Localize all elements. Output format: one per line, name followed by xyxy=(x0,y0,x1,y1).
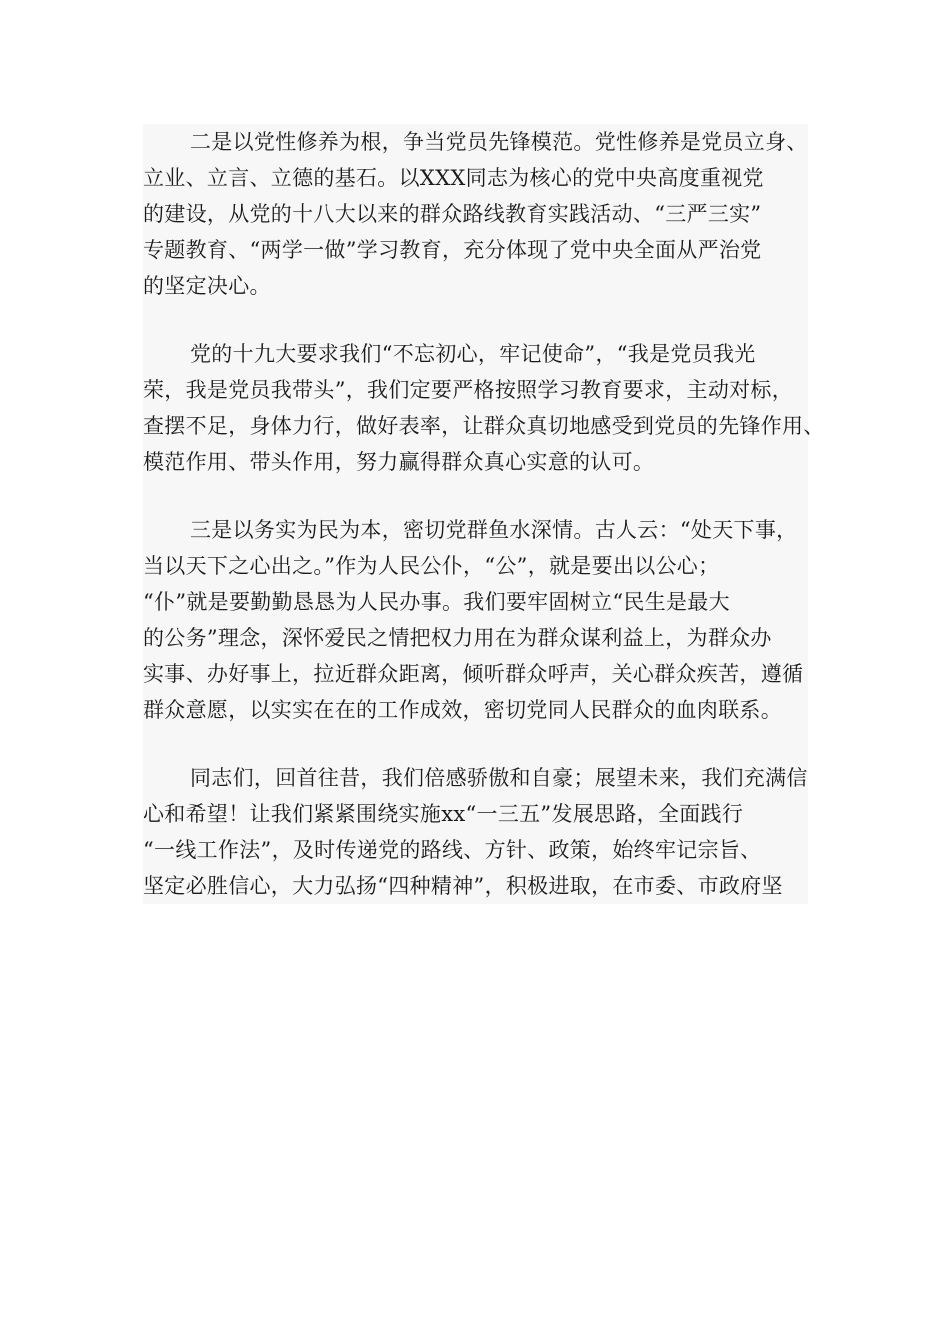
document-body xyxy=(143,124,825,904)
paragraph-gap xyxy=(143,728,808,760)
paragraph-gap xyxy=(143,480,808,512)
text-line: 三是以务实为民为本，密切党群鱼水深情。古人云：“处天下事， xyxy=(190,518,798,542)
text-line: 当以天下之心出之。”作为人民公仆，“公”，就是要出以公心； xyxy=(143,554,720,578)
text-line: 的坚定决心。 xyxy=(143,274,271,298)
text-line: 同志们，回首往昔，我们倍感骄傲和自豪；展望未来，我们充满信 xyxy=(190,766,808,790)
text-line: “仆”就是要勤勤恳恳为人民办事。我们要牢固树立“民生是最大 xyxy=(143,590,730,614)
text-line: 的建设，从党的十八大以来的群众路线教育实践活动、“三严三实” xyxy=(143,202,762,226)
text-line: 坚定必胜信心，大力弘扬“四种精神”，积极进取，在市委、市政府坚 xyxy=(143,874,783,898)
text-line: 模范作用、带头作用，努力赢得群众真心实意的认可。 xyxy=(143,450,655,474)
text-line: 的公务”理念，深怀爱民之情把权力用在为群众谋利益上，为群众办 xyxy=(143,626,772,650)
text-line: 二是以党性修养为根，争当党员先锋模范。党性修养是党员立身、 xyxy=(190,130,808,154)
text-line: 党的十九大要求我们“不忘初心，牢记使命”，“我是党员我光 xyxy=(190,342,756,366)
text-line: 专题教育、“两学一做”学习教育，充分体现了党中央全面从严治党 xyxy=(143,238,762,262)
paragraph-gap xyxy=(143,304,808,336)
text-line: 荣，我是党员我带头”，我们定要严格按照学习教育要求，主动对标， xyxy=(143,378,794,402)
paragraph-4 xyxy=(143,760,808,904)
text-line: 群众意愿，以实实在在的工作成效，密切党同人民群众的血肉联系。 xyxy=(143,698,782,722)
paragraph-3 xyxy=(143,512,808,728)
text-line: 实事、办好事上，拉近群众距离，倾听群众呼声，关心群众疾苦，遵循 xyxy=(143,662,804,686)
paragraph-2 xyxy=(143,336,825,480)
text-line: “一线工作法”，及时传递党的路线、方针、政策，始终牢记宗旨、 xyxy=(143,838,762,862)
paragraph-1 xyxy=(143,124,808,304)
text-line: 查摆不足，身体力行，做好表率，让群众真切地感受到党员的先锋作用、 xyxy=(143,414,825,438)
text-line: 心和希望！让我们紧紧围绕实施xx“一三五”发展思路，全面践行 xyxy=(143,802,744,826)
text-line: 立业、立言、立德的基石。以XXX同志为核心的党中央高度重视党 xyxy=(143,166,764,190)
